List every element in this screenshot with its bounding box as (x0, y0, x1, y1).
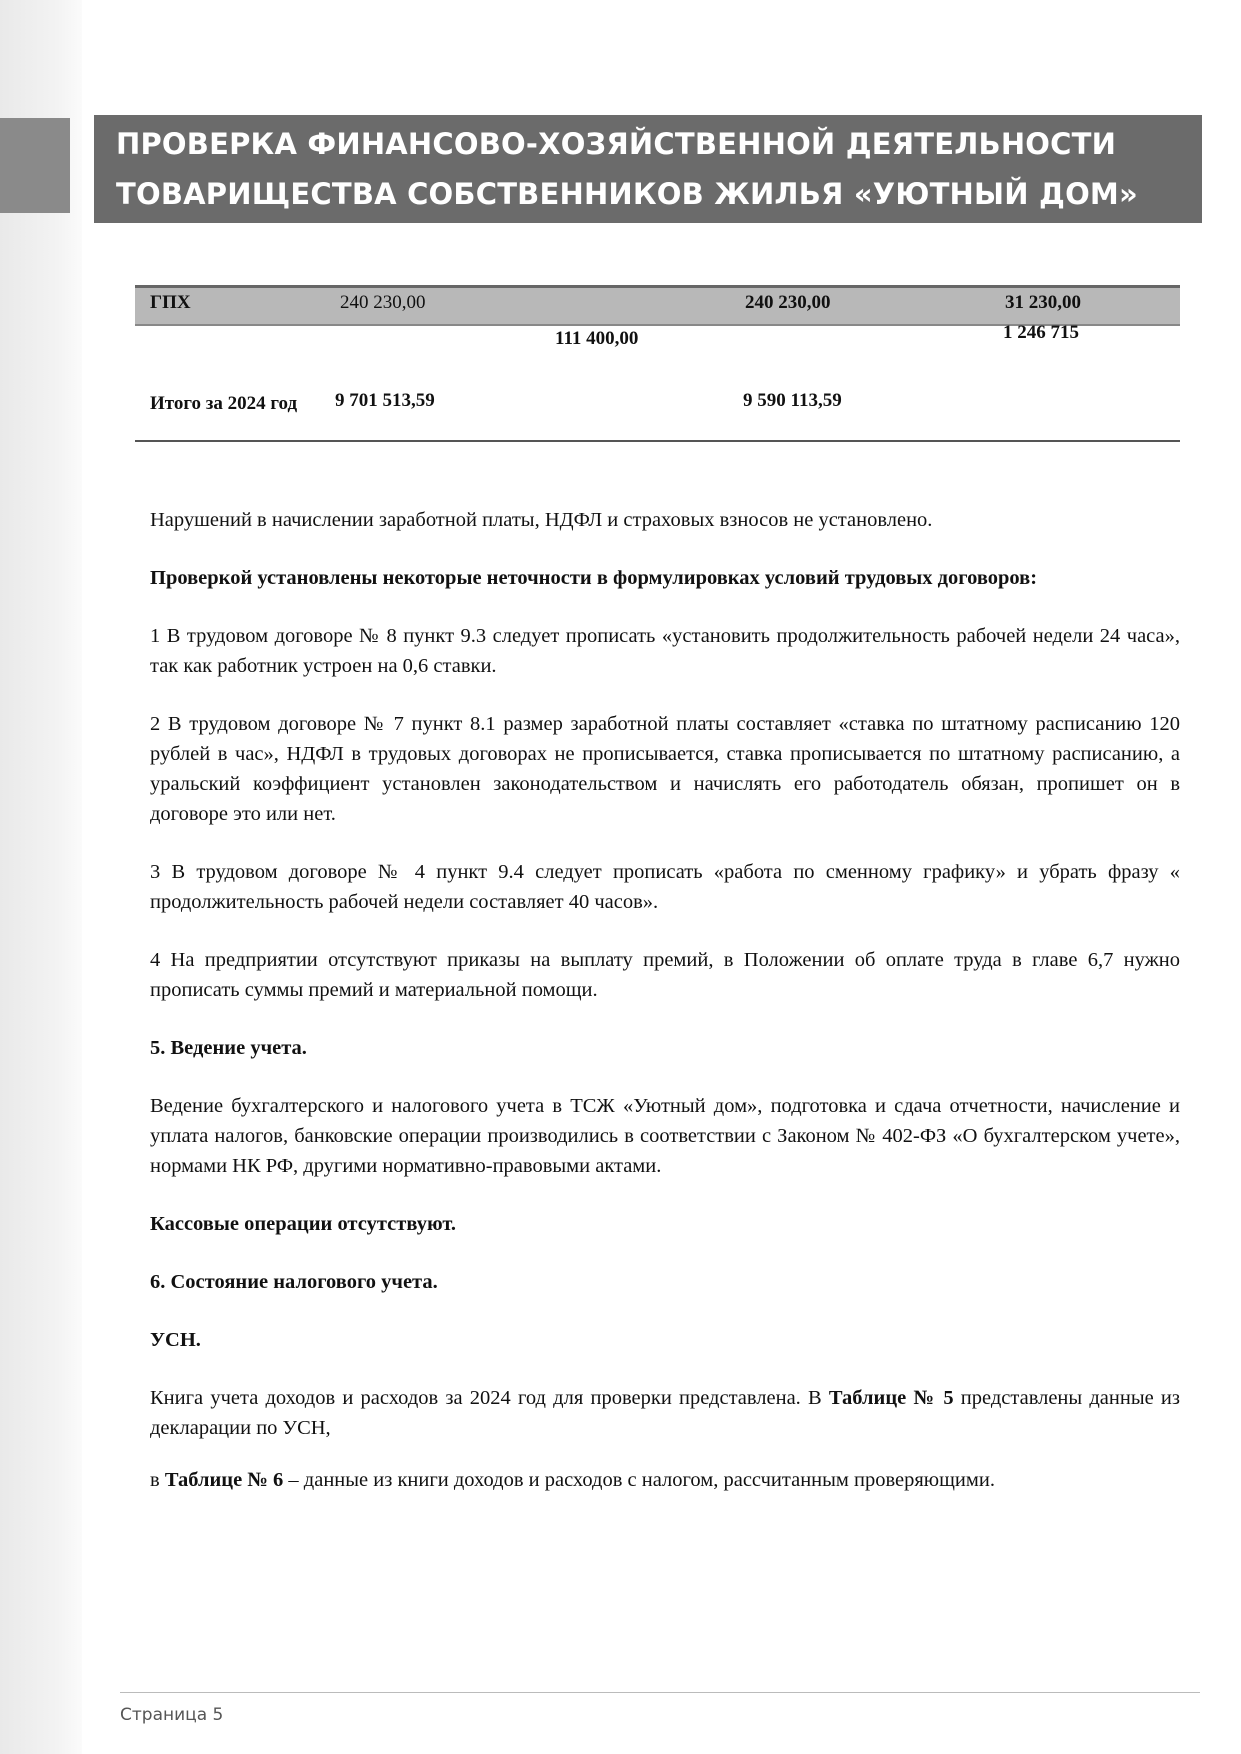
table-5-ref: Таблице № 5 (828, 1387, 954, 1409)
table-6-ref: Таблице № 6 (164, 1469, 284, 1491)
heading-tax-accounting: 6. Состояние налогового учета. (150, 1271, 438, 1293)
document-body (150, 505, 1180, 1523)
paragraph-item-4: 4 На предприятии отсутствуют приказы на выплату премий, в Положении об оплате труда в главе 6,7 нужно прописать суммы премий и материальной помощи. (150, 949, 1180, 1001)
paragraph-item-1: 1 В трудовом договоре № 8 пункт 9.3 следует прописать «установить продолжительность рабочей недели 24 часа», так как работник устроен на 0,6 ставки. (150, 625, 1180, 677)
paragraph-item-2: 2 В трудовом договоре № 7 пункт 8.1 размер заработной платы составляет «ставка по штатному расписанию 120 рублей в час», НДФЛ в трудовых договорах не прописывается, ставка прописывается по штатному расписанию, а уральский коэффициент установлен законодательством и начислять его работодатель обязан, пропишет он в договоре это или нет. (150, 713, 1180, 825)
payroll-table-fragment (135, 285, 1180, 442)
gph-cell-2: 240 230,00 (745, 292, 831, 313)
table-row-total (135, 378, 1180, 442)
table-row-subtotals (135, 322, 1180, 364)
total-label: Итого за 2024 год (150, 393, 298, 414)
table-row-gph (135, 285, 1180, 326)
heading-accounting: 5. Ведение учета. (150, 1037, 307, 1059)
section-banner (94, 115, 1202, 223)
previous-page-edge (0, 118, 70, 213)
total-cell-1: 9 701 513,59 (335, 390, 435, 411)
gph-cell-3: 31 230,00 (1005, 292, 1081, 313)
scan-left-margin (0, 0, 82, 1754)
ledger-text-c: представлены данные из декларации по УСН, (150, 1387, 1180, 1439)
subtotal-cell-1: 111 400,00 (555, 328, 639, 349)
page-number: Страница 5 (120, 1705, 224, 1725)
banner-line-1: ПРОВЕРКА ФИНАНСОВО-ХОЗЯЙСТВЕННОЙ ДЕЯТЕЛЬНОСТИ (116, 127, 1117, 161)
paragraph-table-6 (150, 1465, 1180, 1495)
ledger-text-a: Книга учета доходов и расходов за 2024 год для проверки представлена. В (150, 1387, 829, 1409)
subtotal-cell-2: 1 246 715 (1003, 322, 1079, 343)
document-page (82, 0, 1241, 1754)
paragraph-inaccuracies-heading: Проверкой установлены некоторые неточности в формулировках условий трудовых договоров: (150, 567, 1038, 589)
page-footer (120, 1692, 1200, 1725)
gph-label: ГПХ (150, 292, 191, 313)
table6-text-a: в (150, 1469, 165, 1491)
heading-cash-operations: Кассовые операции отсутствуют. (150, 1213, 456, 1235)
gph-cell-1: 240 230,00 (340, 292, 426, 313)
total-cell-2: 9 590 113,59 (743, 390, 842, 411)
paragraph-item-3: 3 В трудовом договоре № 4 пункт 9.4 следует прописать «работа по сменному графику» и убрать фразу « продолжительность рабочей недели составляет 40 часов». (150, 861, 1180, 913)
paragraph-accounting: Ведение бухгалтерского и налогового учета в ТСЖ «Уютный дом», подготовка и сдача отчетности, начисление и уплата налогов, банковские операции производились в соответствии с Законом № 402-ФЗ «О бухгалтерском учете», нормами НК РФ, другими нормативно-правовыми актами. (150, 1095, 1180, 1177)
heading-usn: УСН. (150, 1329, 201, 1351)
table6-text-c: – данные из книги доходов и расходов с налогом, рассчитанным проверяющими. (283, 1469, 995, 1491)
banner-line-2: ТОВАРИЩЕСТВА СОБСТВЕННИКОВ ЖИЛЬЯ «УЮТНЫЙ ДОМ» (116, 177, 1138, 211)
paragraph-ledger (150, 1383, 1180, 1443)
paragraph-no-violations: Нарушений в начислении заработной платы, НДФЛ и страховых взносов не установлено. (150, 509, 933, 531)
